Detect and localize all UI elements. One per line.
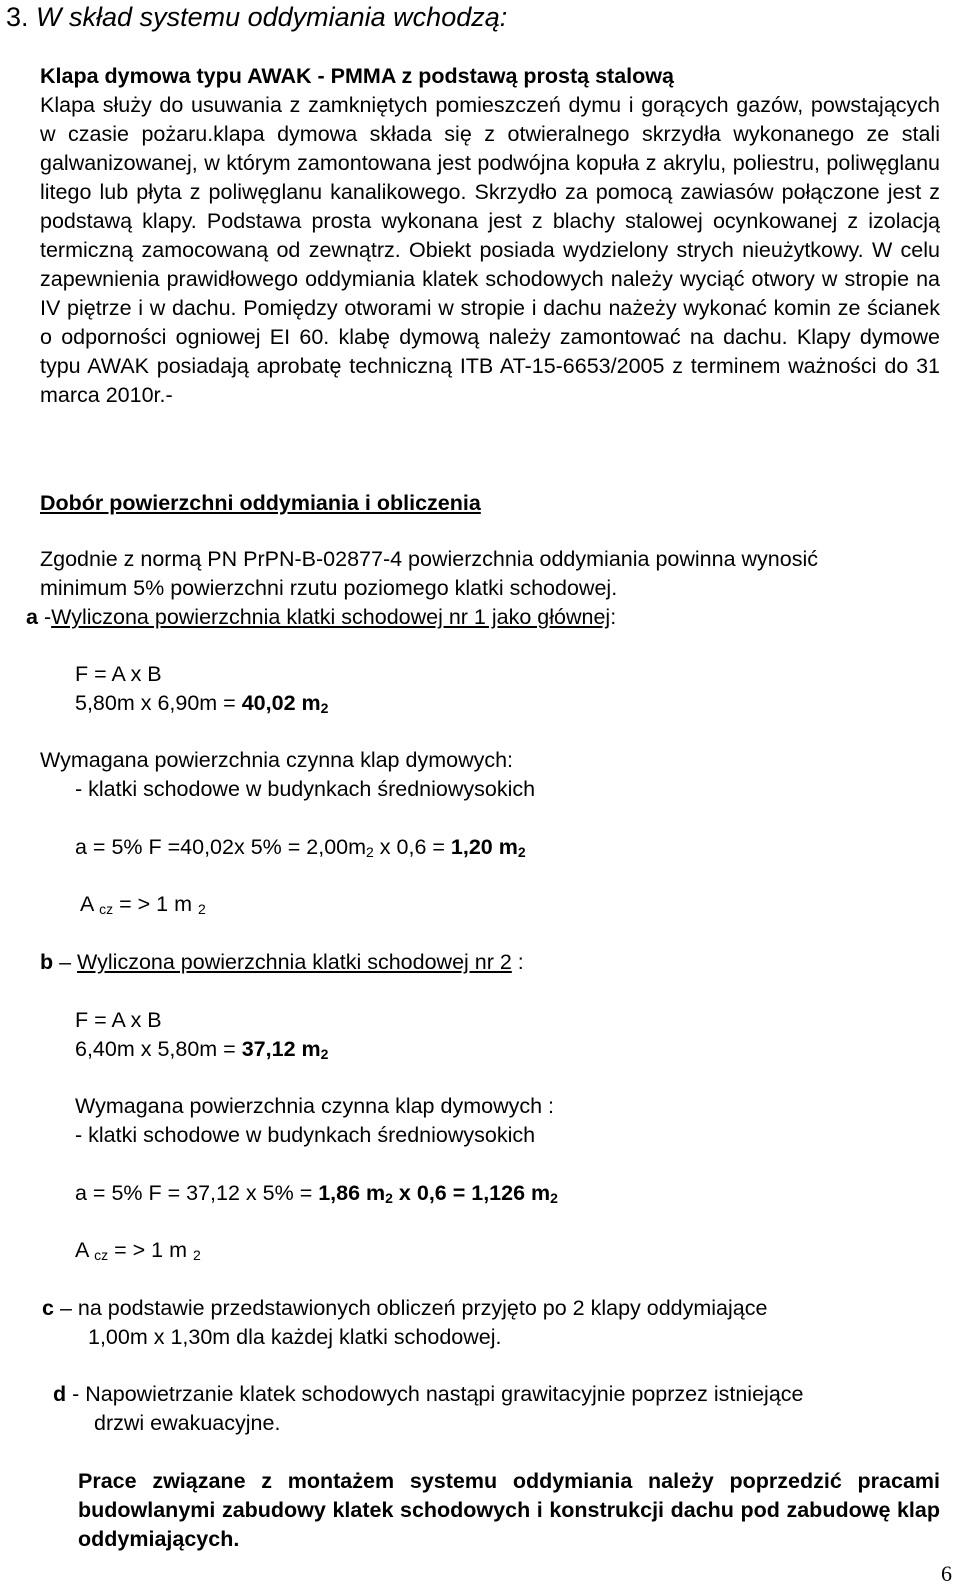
section-heading <box>6 0 507 34</box>
item-b-calc-prefix: 6,40m x 5,80m = <box>75 1037 242 1061</box>
item-b-equation <box>75 1179 960 1210</box>
item-a-formula: F = A x B <box>75 662 162 686</box>
item-a-calc-result: 40,02 m <box>241 691 321 715</box>
item-b-letter: b <box>40 950 54 974</box>
item-b-calc-unit-exp: 2 <box>320 1046 329 1062</box>
item-a-eq-exp2: 2 <box>517 844 526 860</box>
norm-line-1: Zgodnie z normą PN PrPN-B-02877-4 powierzchnia oddymiania powinna wynosić <box>40 547 818 571</box>
item-a-colon: : <box>610 605 617 629</box>
item-a-heading <box>26 603 926 632</box>
item-a-eq-result: 1,20 m <box>450 835 518 859</box>
item-a-calc-unit-exp: 2 <box>320 700 329 716</box>
item-b-req-1: Wymagana powierzchnia czynna klap dymowych : <box>75 1094 554 1118</box>
calc-section-title: Dobór powierzchni oddymiania i obliczenia <box>40 491 481 515</box>
page-number: 6 <box>941 1561 952 1586</box>
item-a-acz-rest: = > 1 m <box>113 892 198 916</box>
item-a-acz-exp: 2 <box>198 901 206 917</box>
item-a-eq-part2: x 0,6 = <box>373 835 451 859</box>
item-b-dash: – <box>53 950 78 974</box>
item-b-heading <box>40 948 940 977</box>
item-a-letter: a <box>26 605 38 629</box>
product-title: Klapa dymowa typu AWAK - PMMA z podstawą prostą stalową <box>40 64 674 88</box>
item-c-line-2: 1,00m x 1,30m dla każdej klatki schodowej. <box>88 1325 502 1349</box>
item-a-acz <box>80 890 960 921</box>
item-b-acz-rest: = > 1 m <box>108 1238 193 1262</box>
item-c-text-1: na podstawie przedstawionych obliczeń przyjęto po 2 klapy oddymiające <box>77 1296 768 1320</box>
item-b-title: Wyliczona powierzchnia klatki schodowej nr 2 <box>77 950 512 974</box>
norm-paragraph <box>40 545 940 603</box>
item-b-acz <box>75 1236 960 1267</box>
item-b-eq-exp2: 2 <box>550 1190 558 1206</box>
item-b-eq-bold1: 1,86 m <box>318 1181 386 1205</box>
item-d-dash: - <box>66 1382 86 1406</box>
norm-line-2: minimum 5% powierzchni rzutu poziomego klatki schodowej. <box>40 576 618 600</box>
item-c-line-1 <box>42 1294 942 1323</box>
item-b-eq-exp1: 2 <box>385 1190 393 1206</box>
section-number: 3. <box>6 2 29 32</box>
item-d-line-2: drzwi ewakuacyjne. <box>94 1411 281 1435</box>
item-d-line-1 <box>53 1380 953 1409</box>
item-b-eq-part1: a = 5% F = 37,12 x 5% = <box>75 1181 319 1205</box>
item-a-req-1: Wymagana powierzchnia czynna klap dymowych: <box>40 748 514 772</box>
item-b-calc <box>75 1035 960 1066</box>
item-d-letter: d <box>53 1382 67 1406</box>
item-b-colon: : <box>511 950 524 974</box>
item-a-eq-exp1: 2 <box>366 844 374 860</box>
item-b-calc-result: 37,12 m <box>241 1037 321 1061</box>
item-a-title: Wyliczona powierzchnia klatki schodowej nr 1 jako głównej <box>51 605 611 629</box>
item-b-formula: F = A x B <box>75 1008 162 1032</box>
item-c-letter: c <box>42 1296 54 1320</box>
item-a-calc <box>75 689 960 720</box>
item-a-req-2: - klatki schodowe w budynkach średniowysokich <box>75 777 536 801</box>
item-b-eq-bold2: x 0,6 = 1,126 m <box>392 1181 551 1205</box>
item-b-acz-a: A <box>75 1238 95 1262</box>
item-a-acz-a: A <box>80 892 100 916</box>
item-b-acz-sub: cz <box>94 1247 109 1263</box>
item-a-equation <box>75 833 960 864</box>
item-b-acz-exp: 2 <box>193 1247 201 1263</box>
product-description: Klapa służy do usuwania z zamkniętych pomieszczeń dymu i gorących gazów, powstających w czasie pożaru.klapa dymowa składa się z otwieralnego skrzydła wykonanego ze stali galwanizowanej, w którym zamontowana jest podwójna kopuła z akrylu, poliestru, poliwęglanu litego lub płyta z poliwęglanu kanalikowego. Skrzydło za pomocą zawiasów połączone jest z podstawą klapy. Podstawa prosta wykonana jest z blachy stalowej ocynkowanej z izolacją termiczną zamocowaną od zewnątrz. Obiekt posiada wydzielony strych nieużytkowy. W celu zapewnienia prawidłowego oddymiania klatek schodowych należy wyciąć otwory w stropie na IV piętrze i w dachu. Pomiędzy otworami w stropie i dachu nażeży wykonać komin ze ścianek o odporności ogniowej EI 60. klabę dymową należy zamontować na dachu. Klapy dymowe typu AWAK posiadają aprobatę techniczną ITB AT-15-6653/2005 z terminem ważności do 31 marca 2010r.- <box>40 93 940 407</box>
item-a-dash: - <box>37 605 52 629</box>
item-c-dash: – <box>53 1296 78 1320</box>
section-heading-text: W skład systemu oddymiania wchodzą: <box>36 2 508 32</box>
item-a-eq-part1: a = 5% F =40,02x 5% = 2,00m <box>75 835 367 859</box>
item-b-req-2: - klatki schodowe w budynkach średniowysokich <box>75 1123 536 1147</box>
item-a-calc-prefix: 5,80m x 6,90m = <box>75 691 242 715</box>
intro-block <box>40 62 940 410</box>
item-a-acz-sub: cz <box>99 901 114 917</box>
closing-paragraph: Prace związane z montażem systemu oddymiania należy poprzedzić pracami budowlanymi zabudowy klatek schodowych i konstrukcji dachu pod zabudowę klap oddymiających. <box>78 1469 940 1551</box>
item-d-text-1: Napowietrzanie klatek schodowych nastąpi grawitacyjnie poprzez istniejące <box>85 1382 804 1406</box>
